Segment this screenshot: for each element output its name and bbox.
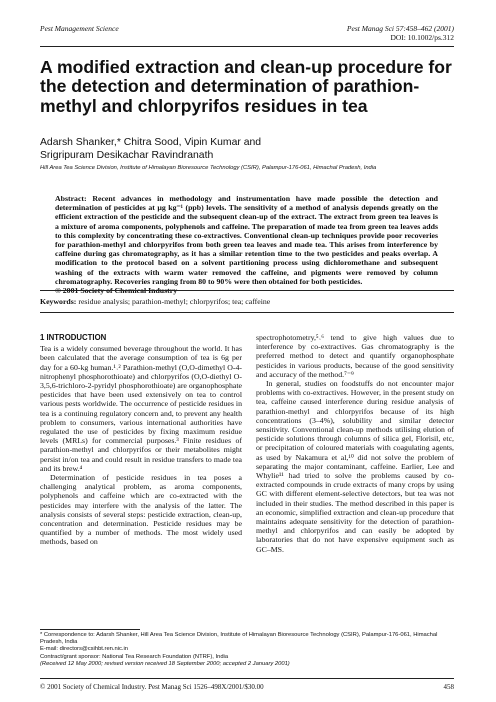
received-dates: (Received 12 May 2000; revised version received 18 September 2000; accepted 2 January 2001) <box>40 660 290 667</box>
article-title: A modified extraction and clean-up procedure for the detection and determination of parathion-methyl and chlorpyrifos residues in tea <box>40 57 452 116</box>
abstract <box>55 194 438 295</box>
author-list <box>40 137 460 162</box>
footer-divider <box>40 678 454 679</box>
footnote-divider <box>40 629 140 630</box>
abstract-copyright: © 2001 Society of Chemical Industry <box>55 286 178 296</box>
keywords-bottom-divider <box>40 312 454 313</box>
keywords-text: residue analysis; parathion-methyl; chlorpyrifos; tea; caffeine <box>78 297 271 306</box>
body-column-left <box>40 333 242 547</box>
email-address[interactable]: E-mail: directors@csihbt.ren.nic.in <box>40 646 129 653</box>
body-paragraph: In general, studies on foodstuffs do not encounter major problems with co-extractives. However, in the present study on tea, caffeine caused interference during residue analysis of parathion-methyl and chlorpyrifos because of its high concentrations (3–4%), solubility and similar detector sensitivity. Conventional clean-up methods utilising elution of pesticide solutions through columns of silica gel, Florisil, etc, or precipitation of coloured materials with coagulating agents, as used by Nakamura et al,¹⁰ did not solve the problem of separating the major contaminant, caffeine. Earlier, Lee and Whylie¹¹ had tried to solve the problems caused by co-extracted compounds in crude extracts of many crops by using GC with different element-selective detectors, but tea was not included in their studies. The method described in this paper is an economic, simplified extraction and clean-up procedure that maintains adequate sensitivity for the detection of parathion-methyl and chlorpyrifos and can easily be adopted by laboratories that do not have expensive equipment such as GC–MS. <box>256 379 454 554</box>
journal-name: Pest Management Science <box>40 24 119 33</box>
keywords-label: Keywords: <box>40 297 77 306</box>
section-heading-introduction: 1 INTRODUCTION <box>40 333 107 342</box>
body-paragraph: Determination of pesticide residues in tea poses a challenging analytical problem, as aroma components, polyphenols and caffeine which are co-extracted with the pesticides may interfere with the analysis of the latter. The analysis consists of several steps: pesticide extraction, clean-up, concentration and determination. Pesticide residues may be quantified by a number of methods. The most widely used methods, based on <box>40 473 242 547</box>
correspondence-note: * Correspondence to: Adarsh Shanker, Hill Area Tea Science Division, Institute of Himalayan Bioresource Technology (CSIR), Palampur-176-061, Himachal Pradesh, India <box>40 632 438 646</box>
authors-line-2: Srigripuram Desikachar Ravindranath <box>40 149 214 161</box>
doi-link[interactable]: DOI: 10.1002/ps.312 <box>390 33 454 42</box>
body-paragraph: Tea is a widely consumed beverage throughout the world. It has been calculated that the average consumption of tea is 6g per day for a 60-kg human.¹˒² Parathion-methyl (O,O-dimethyl O-4-nitrophenyl phosphorothioate) and chlorpyrifos (O,O-diethyl O-3,5,6-trichloro-2-pyridyl phosphorothioate) are organophosphate pesticides that have been used extensively on tea to control various pests worldwide. The occurrence of pesticide residues in tea is a continuing regulatory concern and, to prevent any health problem to consumers, various international authorities have regulated the use of pesticides by fixing maximum residue levels (MRLs) for commercial purposes.³ Finite residues of parathion-methyl and chlorpyrifos or their metabolites might persist in/on tea and could result in residue transfers to made tea and its brew.⁴ <box>40 344 242 473</box>
keywords <box>40 297 454 306</box>
header-divider <box>40 46 454 47</box>
grant-sponsor-note: Contract/grant sponsor: National Tea Research Foundation (NTRF), India <box>40 653 229 660</box>
citation-block <box>347 24 454 42</box>
author-affiliation: Hill Area Tea Science Division, Institute of Himalayan Bioresource Technology (CSIR), Palampur-176-061, Himachal Pradesh, India <box>40 165 377 171</box>
authors-line-1: Adarsh Shanker,* Chitra Sood, Vipin Kumar and <box>40 137 262 148</box>
body-paragraph: spectrophotometry,⁵˒⁶ tend to give high values due to interference by co-extractives. Gas chromatography is the preferred method to detect and quantify organophosphate pesticides in various products, because of the good sensitivity and accuracy of the method.⁷⁻⁹ <box>256 333 454 379</box>
body-column-right <box>256 333 454 554</box>
footnotes <box>40 632 454 668</box>
page-number: 458 <box>443 683 454 691</box>
footer-copyright: © 2001 Society of Chemical Industry. Pest Manag Sci 1526–498X/2001/$30.00 <box>40 683 264 691</box>
keywords-top-divider <box>40 290 454 291</box>
abstract-text: Abstract: Recent advances in methodology and instrumentation have made possible the detection and determination of pesticides at µg kg⁻¹ (ppb) levels. The sensitivity of a method of analysis depends greatly on the efficient extraction of the pesticide and the subsequent clean-up of the extract. The extract from green tea leaves is a mixture of aroma components, polyphenols and caffeine. The preparation of made tea from green tea leaves adds to this complexity by concentrating these co-extractives. Conventional clean-up techniques provide poor recoveries for parathion-methyl and chlorpyrifos from both green tea leaves and made tea. This arises from interference by caffeine during gas chromatography, as it has a similar retention time to the two pesticides and peaks overlap. A modification to the protocol based on a solvent partitioning process using dichloromethane and subsequent washing of the extracts with warm water removed the caffeine, and pigments were removed by column chromatography. Recoveries ranging from 80 to 90% were then obtained for both pesticides. <box>55 194 438 286</box>
journal-citation: Pest Manag Sci 57:458–462 (2001) <box>346 24 454 33</box>
